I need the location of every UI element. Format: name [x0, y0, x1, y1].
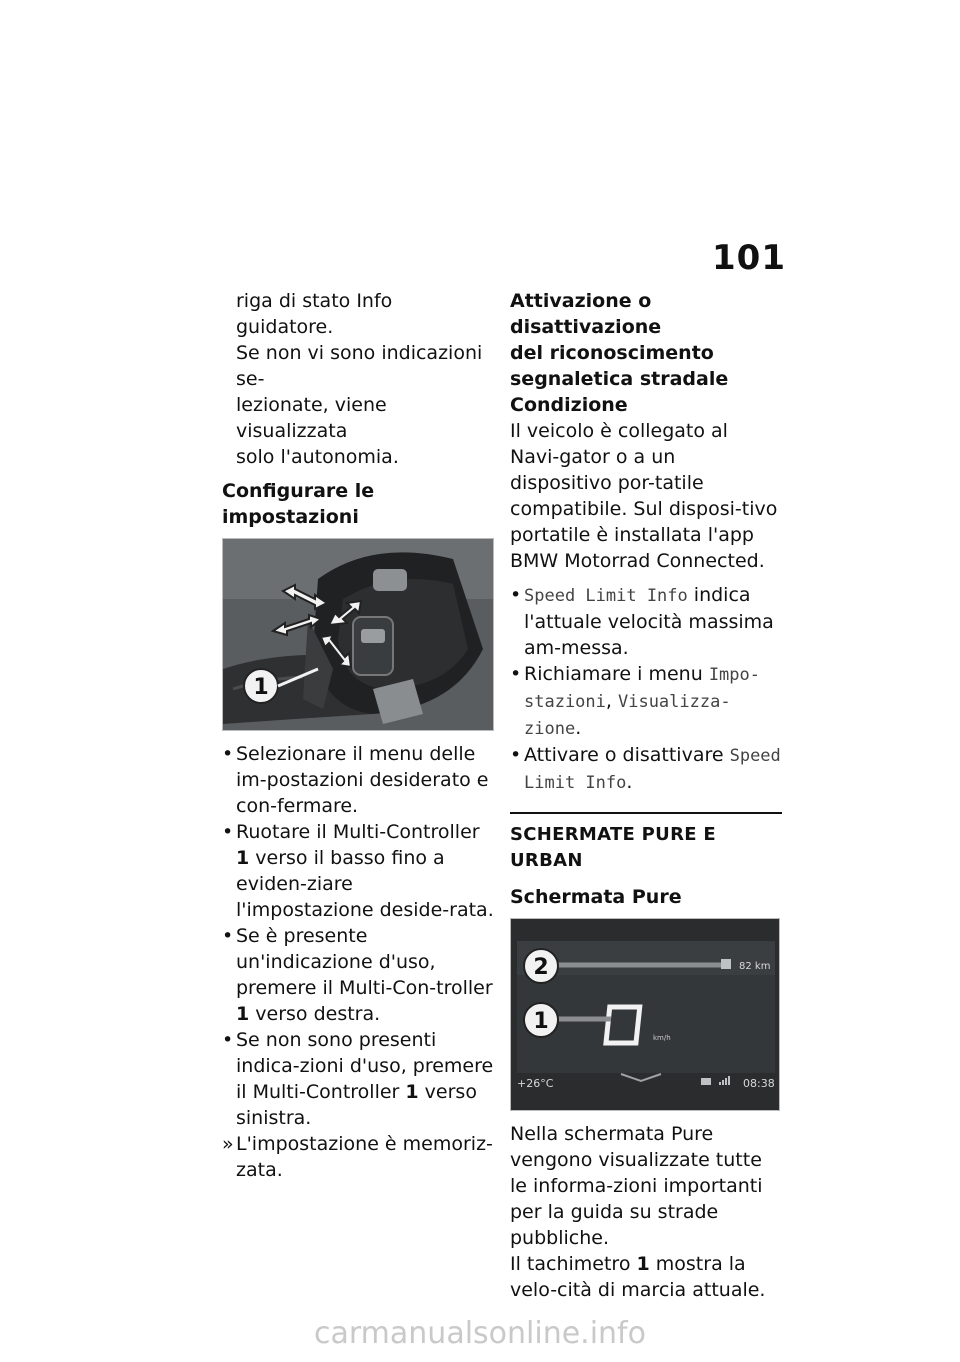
callout-1-label: 1	[533, 1009, 549, 1034]
list-item	[222, 819, 494, 923]
temperature-readout: +26°C	[517, 1077, 554, 1090]
handlebar-controller-figure	[222, 538, 494, 731]
bullet-list	[510, 582, 782, 796]
range-readout: 82 km	[739, 961, 771, 972]
list-item	[222, 741, 494, 819]
callout-2-label: 2	[533, 955, 549, 980]
list-item-text: Ruotare il Multi-Controller	[236, 821, 480, 843]
reference-number: 1	[405, 1081, 419, 1103]
result-item	[222, 1131, 494, 1183]
section-heading-line: Attivazione o disattivazione	[510, 290, 662, 338]
speedometer-description: Il tachimetro 1 mostra la velo-cità di marcia attuale.	[510, 1253, 766, 1301]
bullet-marker: •	[222, 821, 234, 843]
bullet-marker: •	[222, 1029, 234, 1051]
menu-term: Speed Limit Info	[524, 746, 781, 793]
reference-number: 1	[236, 847, 250, 869]
bullet-marker: •	[222, 743, 234, 765]
watermark: carmanualsonline.info	[314, 1316, 646, 1351]
clock-readout: 08:38	[743, 1077, 775, 1090]
list-item: • Speed Limit Info indica l'attuale velocità massima am-messa.	[510, 584, 774, 659]
list-item: • Attivare o disattivare Speed Limit Info.	[510, 744, 781, 793]
section-divider	[510, 812, 782, 814]
subheading: Schermata Pure	[510, 886, 682, 908]
list-item-text: verso destra.	[249, 1003, 381, 1025]
condition-text: Il veicolo è collegato al Navi-gator o a un dispositivo por-tatile compatibile. Sul disposi-tivo portatile è installata l'app BMW Motorrad Connected.	[510, 420, 778, 572]
pure-screen-description: Nella schermata Pure vengono visualizzate tutte le informa-zioni importanti per la guida su strade pubbliche.	[510, 1123, 763, 1249]
list-item	[222, 1027, 494, 1131]
handlebar-controller-illustration	[223, 539, 494, 731]
list-item-text: verso sinistra.	[236, 1081, 477, 1129]
list-item-text: Se è presente un'indicazione d'uso, premere il Multi-Con-troller	[236, 925, 493, 999]
intro-line: Se non vi sono indicazioni se-	[236, 342, 483, 390]
left-column	[222, 288, 494, 1183]
bullet-list	[222, 741, 494, 1183]
list-item-text: indica l'attuale velocità massima am-messa.	[524, 584, 774, 659]
speed-unit: km/h	[653, 1034, 671, 1042]
list-item-text: verso il basso fino a eviden-ziare l'impostazione deside-rata.	[236, 847, 494, 921]
phone-icon	[701, 1078, 711, 1085]
list-item-text: Selezionare il menu delle im-postazioni desiderato e con-fermare.	[236, 743, 489, 817]
reference-number: 1	[636, 1253, 650, 1275]
reference-number: 1	[236, 1003, 250, 1025]
bullet-marker: •	[222, 925, 234, 947]
pure-screen-illustration	[511, 919, 780, 1111]
intro-line: riga di stato Info guidatore.	[236, 290, 393, 338]
condition-heading: Condizione	[510, 394, 628, 416]
result-marker: »	[222, 1133, 234, 1155]
menu-term: Speed Limit Info	[524, 586, 688, 606]
list-item	[222, 923, 494, 1027]
section-heading-line: del riconoscimento	[510, 342, 714, 364]
section-heading-line: segnaletica stradale	[510, 368, 729, 390]
settings-heading: Configurare le impostazioni	[222, 480, 375, 528]
menu-term: Impo-stazioni	[524, 665, 760, 712]
list-item: • Richiamare i menu Impo-stazioni, Visualizza-zione.	[510, 663, 760, 739]
list-item-text: Richiamare i menu	[524, 663, 709, 685]
section-title: SCHERMATE PURE E URBAN	[510, 824, 717, 871]
intro-line: lezionate, viene visualizzata	[236, 394, 387, 442]
page-number: 101	[712, 238, 786, 278]
list-item-text: L'impostazione è memoriz-zata.	[236, 1133, 493, 1181]
list-item-text: Se non sono presenti indica-zioni d'uso, premere il Multi-Controller	[236, 1029, 494, 1103]
list-item-text: Attivare o disattivare	[524, 744, 730, 766]
intro-text	[222, 288, 494, 470]
menu-term: Visualizza-zione	[524, 692, 731, 739]
pure-screen-figure	[510, 918, 780, 1111]
intro-line: solo l'autonomia.	[236, 446, 399, 468]
callout-1-label: 1	[253, 675, 269, 700]
right-column	[510, 288, 782, 1303]
